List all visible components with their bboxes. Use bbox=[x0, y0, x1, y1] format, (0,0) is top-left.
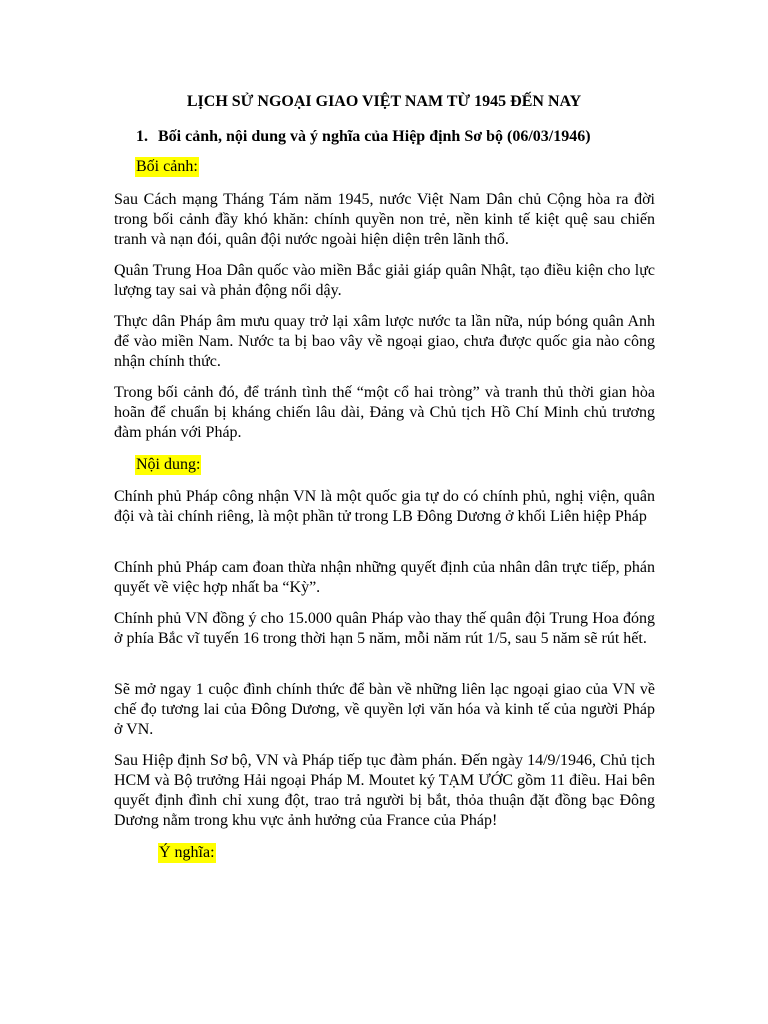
context-paragraph: Trong bối cảnh đó, để tránh tình thế “một cổ hai tròng” và tranh thủ thời gian hòa hoãn để chuẩn bị kháng chiến lâu dài, Đảng và Chủ tịch Hồ Chí Minh chủ trương đàm phán với Pháp. bbox=[114, 384, 655, 441]
document-title: LỊCH SỬ NGOẠI GIAO VIỆT NAM TỪ 1945 ĐẾN NAY bbox=[186, 93, 582, 110]
context-label: Bối cảnh: bbox=[136, 158, 198, 175]
section-heading bbox=[136, 127, 591, 147]
section-heading-text: Bối cảnh, nội dung và ý nghĩa của Hiệp định Sơ bộ (06/03/1946) bbox=[158, 128, 591, 145]
meaning-label: Ý nghĩa: bbox=[159, 844, 215, 861]
content-paragraph: Chính phủ Pháp công nhận VN là một quốc gia tự do có chính phủ, nghị viện, quân đội và tài chính riêng, là một phần tử trong LB Đông Dương ở khối Liên hiệp Pháp bbox=[114, 488, 655, 525]
content-paragraph: Sau Hiệp định Sơ bộ, VN và Pháp tiếp tục đàm phán. Đến ngày 14/9/1946, Chủ tịch HCM và Bộ trưởng Hải ngoại Pháp M. Moutet ký TẠM ƯỚC gồm 11 điều. Hai bên quyết định đình chỉ xung đột, trao trả người bị bắt, thỏa thuận đặt đồng bạc Đông Dương nằm trong khu vực ảnh hưởng của France của Pháp! bbox=[114, 752, 655, 829]
content-paragraph: Chính phủ Pháp cam đoan thừa nhận những quyết định của nhân dân trực tiếp, phán quyết về việc hợp nhất ba “Kỳ”. bbox=[114, 559, 655, 596]
content-paragraph: Sẽ mở ngay 1 cuộc đình chính thức để bàn về những liên lạc ngoại giao của VN về chế đọ tương lai của Đông Dương, về quyền lợi văn hóa và kinh tế của người Pháp ở VN. bbox=[114, 681, 655, 738]
context-paragraph: Sau Cách mạng Tháng Tám năm 1945, nước Việt Nam Dân chủ Cộng hòa ra đời trong bối cảnh đầy khó khăn: chính quyền non trẻ, nền kinh tế kiệt quệ sau chiến tranh và nạn đói, quân đội nước ngoài hiện diện trên lãnh thổ. bbox=[114, 191, 655, 248]
content-label: Nội dung: bbox=[136, 456, 201, 473]
section-number: 1. bbox=[136, 128, 148, 145]
context-paragraph: Quân Trung Hoa Dân quốc vào miền Bắc giải giáp quân Nhật, tạo điều kiện cho lực lượng tay sai và phản động nổi dậy. bbox=[114, 262, 655, 299]
content-paragraph: Chính phủ VN đồng ý cho 15.000 quân Pháp vào thay thế quân đội Trung Hoa đóng ở phía Bắc vĩ tuyến 16 trong thời hạn 5 năm, mỗi năm rút 1/5, sau 5 năm sẽ rút hết. bbox=[114, 610, 655, 647]
context-paragraph: Thực dân Pháp âm mưu quay trở lại xâm lược nước ta lần nữa, núp bóng quân Anh để vào miền Nam. Nước ta bị bao vây về ngoại giao, chưa được quốc gia nào công nhận chính thức. bbox=[114, 313, 655, 370]
